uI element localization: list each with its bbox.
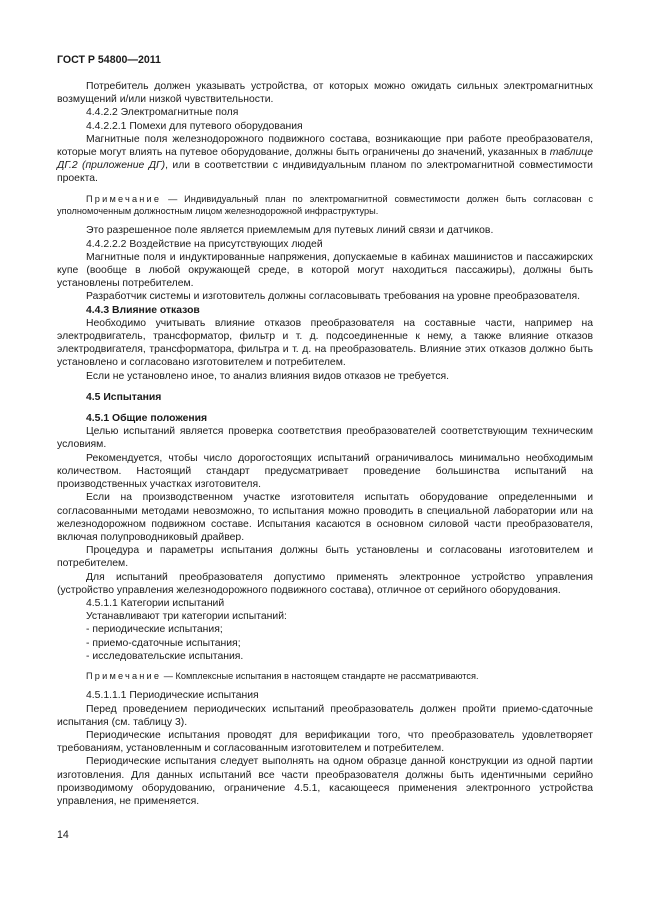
subsection-heading: 4.5.1.1.1 Периодические испытания	[86, 690, 259, 702]
subsection-heading: 4.4.2.2.1 Помехи для путевого оборудования	[86, 120, 303, 132]
section-heading: 4.5 Испытания	[86, 391, 162, 403]
note	[57, 670, 593, 682]
list-item: - исследовательские испытания.	[86, 650, 244, 662]
note	[57, 193, 593, 218]
subsection-heading: 4.4.2.2.2 Воздействие на присутствующих людей	[86, 238, 323, 250]
note-label: Примечание	[86, 193, 162, 204]
table-reference-link: таблице ДГ.2 (приложение ДГ)	[57, 147, 593, 172]
document-body	[57, 80, 593, 808]
paragraph: Периодические испытания следует выполнять на одном образце данной конструкции из одной партии изготовления. Для данных испытаний все части преобразователя должны быть идентичными серийно производимому оборудованию, ограничение 4.5.1, касающееся применения электронного устройства управления, не применяется.	[57, 756, 593, 807]
paragraph: Если не установлено иное, то анализ влияния видов отказов не требуется.	[86, 370, 450, 382]
paragraph: Для испытаний преобразователя допустимо применять электронное устройство управления (устройство управления железнодорожного подвижного состава), отличное от серийного оборудования.	[57, 571, 593, 596]
text: , или в соответствии с индивидуальным планом по электромагнитной совместимости проекта.	[57, 160, 593, 185]
text: Магнитные поля железнодорожного подвижного состава, возникающие при работе преобразователя, которые могут влиять на путевое оборудование, должны быть ограничены до значений, указанных в	[57, 133, 593, 159]
paragraph: Рекомендуется, чтобы число дорогостоящих испытаний ограничивалось минимально необходимым количеством. Настоящий стандарт предусматривает проведение большинства испытаний на производственных участках изготовителя.	[57, 452, 593, 491]
section-heading: 4.4.3 Влияние отказов	[86, 304, 200, 316]
note-text: — Комплексные испытания в настоящем стандарте не рассматриваются.	[161, 670, 479, 681]
list-item: - приемо-сдаточные испытания;	[86, 637, 241, 649]
paragraph: Разработчик системы и изготовитель должны согласовывать требования на уровне преобразователя.	[86, 291, 580, 303]
paragraph: Целью испытаний является проверка соответствия преобразователей соответствующим техническим условиям.	[57, 426, 593, 451]
paragraph: Если на производственном участке изготовителя испытать оборудование определенными и согласованными методами невозможно, то испытания можно проводить в специальной лаборатории или на железнодорожном подвижном составе. Испытания касаются в основном силовой части преобразователя, включая полупроводниковый драйвер.	[57, 492, 593, 543]
subsection-heading: 4.5.1.1 Категории испытаний	[86, 597, 225, 609]
paragraph: Периодические испытания проводят для верификации того, что преобразователь удовлетворяет требованиям, установленным и согласованным изготовителем и потребителем.	[57, 729, 593, 755]
list-item: - периодические испытания;	[86, 624, 223, 636]
subsection-heading: 4.4.2.2 Электромагнитные поля	[86, 107, 239, 119]
section-heading: 4.5.1 Общие положения	[86, 413, 208, 425]
paragraph: Это разрешенное поле является приемлемым для путевых линий связи и датчиков.	[86, 225, 494, 237]
paragraph: Потребитель должен указывать устройства, от которых можно ожидать сильных электромагнитных возмущений и/или низкой чувствительности.	[57, 81, 593, 106]
paragraph: Необходимо учитывать влияние отказов преобразователя на составные части, например на электродвигатель, трансформатор, фильтр и т. д. подсоединенные к нему, а также влияние отказов электродвигателя, трансформатора, фильтра и т. д. на преобразователь. Влияние этих отказов должно быть установлено и согласовано изготовителем и потребителем.	[57, 317, 593, 369]
paragraph: Устанавливают три категории испытаний:	[86, 611, 287, 623]
note-text: — Индивидуальный план по электромагнитной совместимости должен быть согласован с уполномоченным должностным лицом железнодорожной инфраструктуры.	[57, 193, 593, 217]
paragraph: Процедура и параметры испытания должны быть установлены и согласованы изготовителем и потребителем.	[57, 545, 593, 570]
document-header: ГОСТ Р 54800—2011	[57, 54, 161, 66]
paragraph	[57, 133, 593, 186]
paragraph: Магнитные поля и индуктированные напряжения, допускаемые в кабинах машинистов и пассажирских купе (вообще в любой окружающей среде, в которой могут находиться пассажиры), должны быть установлены потребителем.	[57, 251, 593, 290]
page-number: 14	[57, 829, 69, 841]
note-label: Примечание	[86, 670, 162, 681]
paragraph: Перед проведением периодических испытаний преобразователь должен пройти приемо-сдаточные испытания (см. таблицу 3).	[57, 703, 593, 728]
